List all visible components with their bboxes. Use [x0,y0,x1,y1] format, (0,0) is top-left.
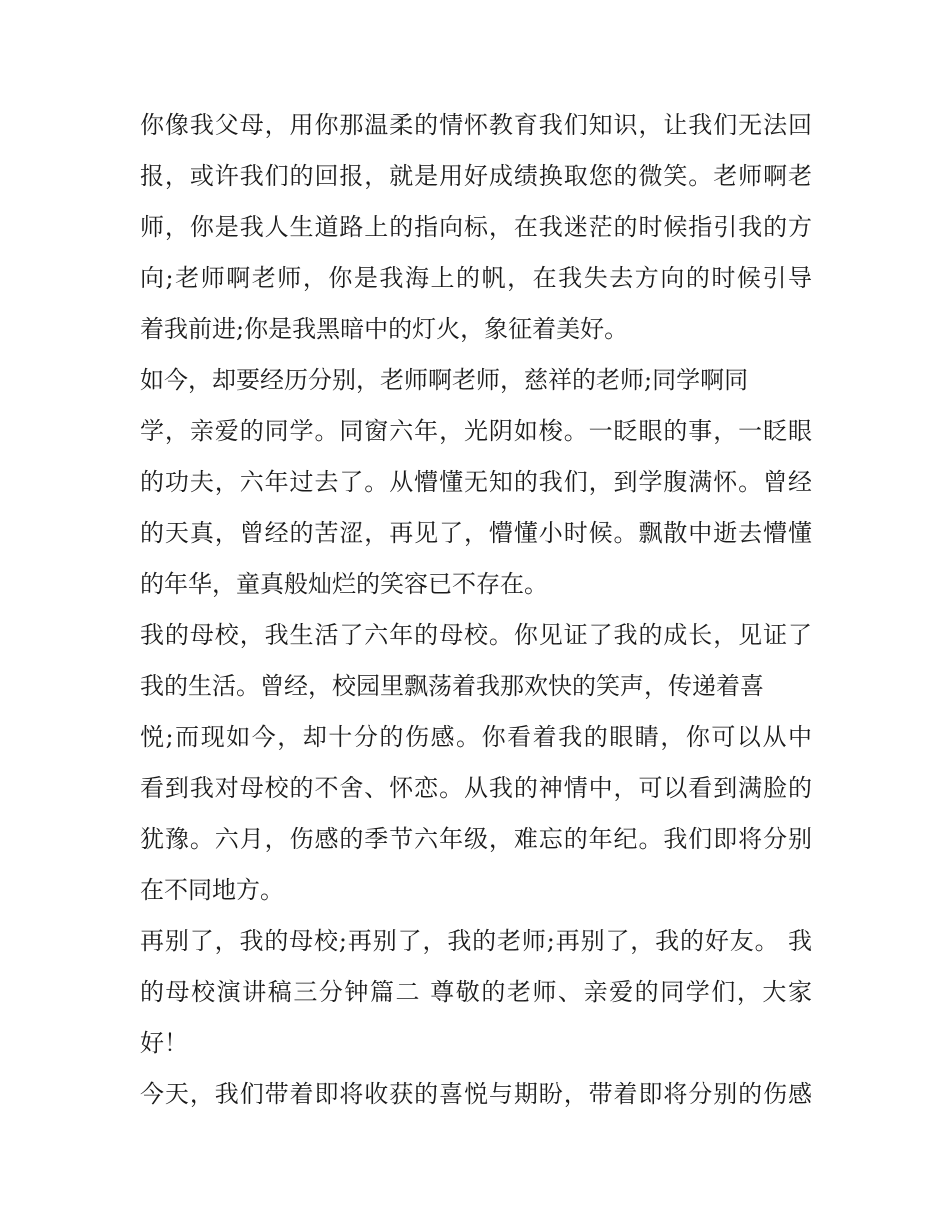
text-line: 我的母校，我生活了六年的母校。你见证了我的成长，见证了 [140,621,812,649]
text-line: 师，你是我人生道路上的指向标，在我迷茫的时候指引我的方 [140,213,812,241]
text-line: 的母校演讲稿三分钟篇二 尊敬的老师、亲爱的同学们，大家 [140,978,812,1006]
document-body [140,100,812,1120]
text-line: 在不同地方。 [140,876,284,904]
text-line: 的功夫，六年过去了。从懵懂无知的我们，到学腹满怀。曾经 [140,468,812,496]
text-line: 的天真，曾经的苦涩，再见了，懵懂小时候。飘散中逝去懵懂 [140,519,812,547]
text-line: 报，或许我们的回报，就是用好成绩换取您的微笑。老师啊老 [140,162,812,190]
text-line: 的年华，童真般灿烂的笑容已不存在。 [140,570,548,598]
text-line: 学，亲爱的同学。同窗六年，光阴如梭。一眨眼的事，一眨眼 [140,417,812,445]
text-line: 向;老师啊老师，你是我海上的帆，在我失去方向的时候引导 [140,264,812,292]
text-line: 今天，我们带着即将收获的喜悦与期盼，带着即将分别的伤感 [140,1080,812,1108]
text-line: 看到我对母校的不舍、怀恋。从我的神情中，可以看到满脸的 [140,774,812,802]
text-line: 好！ [140,1029,188,1057]
text-line: 我的生活。曾经，校园里飘荡着我那欢快的笑声，传递着喜 [140,672,764,700]
text-line: 你像我父母，用你那温柔的情怀教育我们知识，让我们无法回 [140,111,812,139]
text-line: 着我前进;你是我黑暗中的灯火，象征着美好。 [140,315,629,343]
text-line: 悦;而现如今，却十分的伤感。你看着我的眼睛，你可以从中 [140,723,812,751]
text-line: 再别了，我的母校;再别了，我的老师;再别了，我的好友。 我 [140,927,812,955]
text-line: 犹豫。六月，伤感的季节六年级，难忘的年纪。我们即将分别 [140,825,812,853]
text-line: 如今，却要经历分别，老师啊老师，慈祥的老师;同学啊同 [140,366,749,394]
